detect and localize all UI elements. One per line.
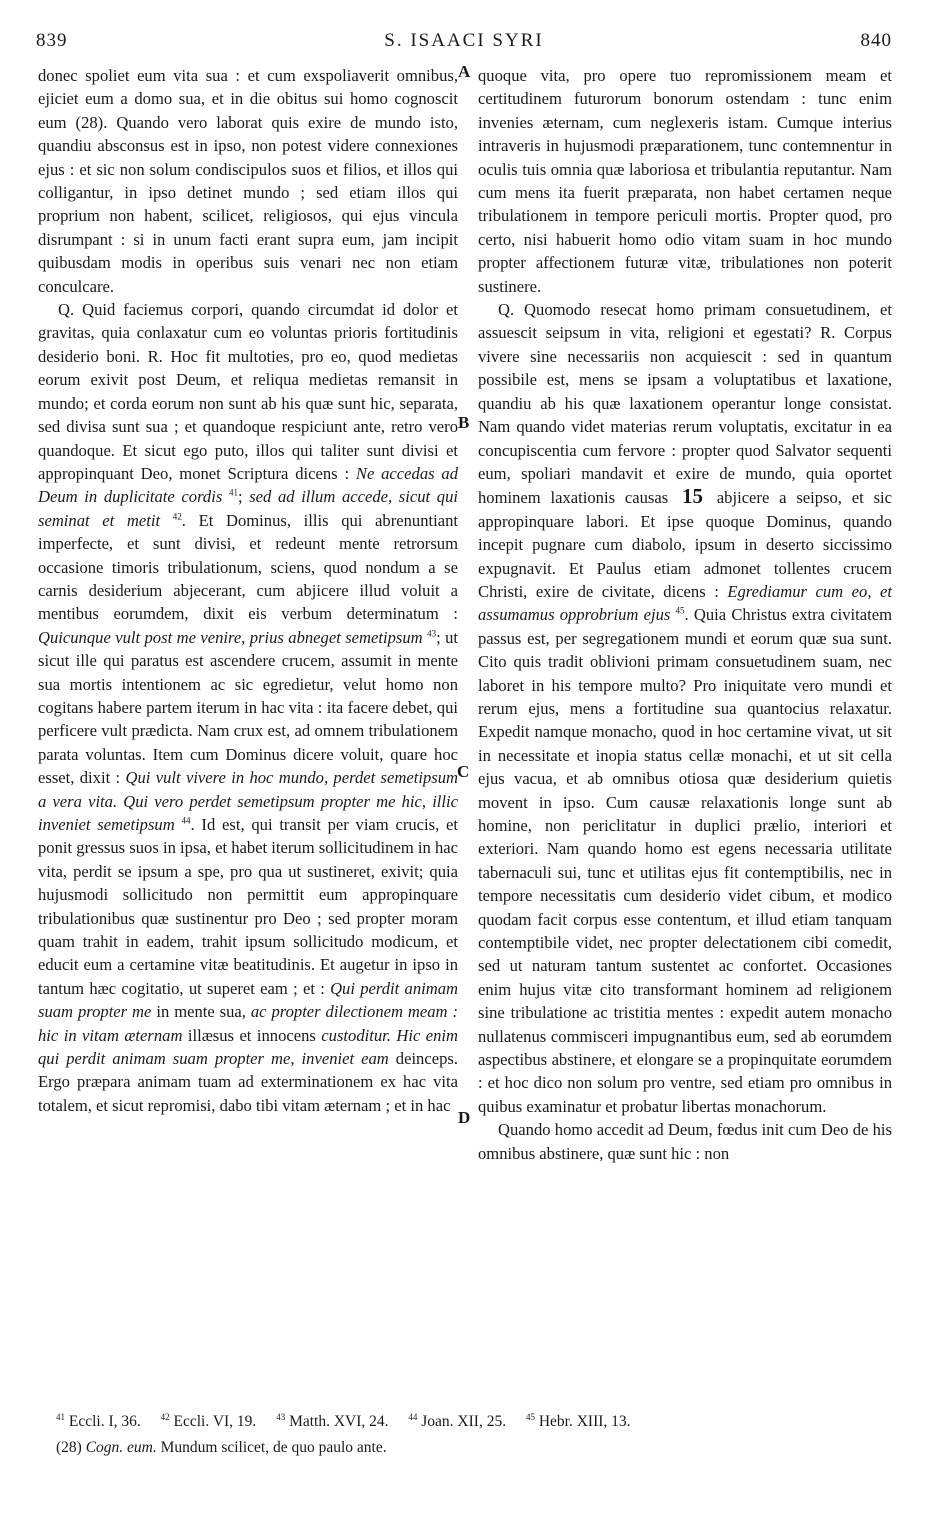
left-column bbox=[38, 64, 458, 1117]
footnote-ref-41: 41 bbox=[228, 487, 238, 498]
text-run: Q. Quid faciemus corpori, quando circumdat id dolor et gravitas, quia conlaxatur cum eo voluntas prioris fortitudinis desiderio boni. R. Hoc fit multoties, pro eo, quod medietas eorum exivit post Deum, et reliqua medietas remansit in mundo; et corda eorum non sunt ab his quæ sunt hic, separata, sed divisa sunt sua ; et quandoque respiciunt ante, retro vero quandoque. Et sicut ego puto, illos qui taliter sunt divisi et appropinquant Deo, monet Scriptura dicens : bbox=[38, 300, 458, 483]
scripture-quote: Egrediamur cum eo, et assumamus opprobrium ejus bbox=[478, 581, 892, 625]
footnote-42: $^{42}$ Eccli. VI, 19. bbox=[160, 1411, 257, 1430]
scripture-quote: Qui perdit animam suam propter me bbox=[38, 978, 458, 1022]
text-run: . Id est, qui transit per viam crucis, et ponit gressus suos in ipsa, et habet iterum sollicitudinem in hac vita, perdit se ipsum a spe, pro qua ut sustineret, exivit; quia hujusmodi sollicitudo non permittit eum appropinquare tribulationibus quæ sustinentur pro Deo ; sed propter moram quam trahit in eadem, trahit ipsum sollicitudo modicum, et educit eum a certamine vitæ beatitudinis. Et augetur in ipso in tantum hæc cogitatio, ut superet eam ; et : bbox=[38, 815, 458, 998]
footnotes bbox=[56, 1410, 892, 1462]
column-number: 15 bbox=[681, 484, 703, 509]
text-run: . Et Dominus, illis qui abrenuntiant imperfecte, et sunt divisi, et redeunt mente retrorsum occasione timoris tribulationum, sciens, quod nondum a se carnis desiderium abjecerant, cum abjicere illud voluit a mentibus eorumdem, dixit eis verbum determinatum : bbox=[38, 510, 458, 624]
left-page-number: 839 bbox=[36, 30, 68, 51]
text-run: . Quia Christus extra civitatem passus est, per segregationem mundi et eorum quæ sua sunt. Cito quis tradit oblivioni primam consuetudinem suam, nec laboret in his tempore multo? Pro iniquitate vero mundi et rerum ejus, mens a fortitudine sua quantocius relaxatur. Expedit namque monacho, quod in hoc certamine vivat, ut sit in necessitate et inopia status cellæ monachi, et ut sit cella ejus vacua, et ab omnibus otiosa quæ desiderium quietis movent in ipso. Cum causæ relaxationis longe sunt ab homine, non periclitatur in duplici prælio, interiori et exteriori. Nam quando homo est egens necessaria utilitate tabernaculi sui, tunc et utilitas ejus fit contemptibilis, nec in tempore necessitatis cum desiderio videt cibum, et modico quodam facit corpus esse contentum, et illud etiam tanquam contemptibile videt, nec propter delectationem cibi comedit, sed ut naturam tantum sustentet ac confortet. Occasiones enim hujus vitæ cito transformant hominem ad religionem sine tribulatione ac tristitia mentes : expedit autem monacho nullatenus commisceri impugnantibus eum, sed ab eorumdem aspectibus abstinere, et elongare se a propinquitate eorumdem : et hoc dico non solum pro ventre, sed etiam pro omnibus in quibus examinatur et probatur libertas monachorum. bbox=[478, 605, 892, 1116]
scripture-quote: Quicunque vult post me venire, prius abneget semetipsum bbox=[38, 627, 423, 647]
right-page-number: 840 bbox=[860, 30, 892, 51]
margin-letter-d: D bbox=[458, 1108, 471, 1127]
footnote-45: $^{45}$ Hebr. XIII, 13. bbox=[525, 1411, 631, 1430]
margin-letter-a: A bbox=[458, 62, 471, 81]
text-run: illæsus et innocens bbox=[182, 1025, 322, 1045]
footnote-ref-43: 43 bbox=[427, 628, 437, 639]
editorial-note bbox=[56, 1436, 892, 1460]
scripture-quote: custoditur. Hic enim qui perdit animam suam propter me, inveniet eam bbox=[38, 1025, 458, 1069]
footnote-41: $^{41}$ Eccli. I, 36. bbox=[56, 1411, 141, 1430]
margin-letter-c: C bbox=[457, 762, 470, 781]
footnote-43: $^{43}$ Matth. XVI, 24. bbox=[276, 1411, 389, 1430]
running-header bbox=[36, 30, 892, 58]
margin-letter-b: B bbox=[458, 413, 470, 432]
scripture-quote: Qui vult vivere in hoc mundo, perdet semetipsum a vera vita. Qui vero perdet semetipsum propter me hic, illic inveniet semetipsum bbox=[38, 768, 458, 834]
running-title: S. ISAACI SYRI bbox=[384, 30, 544, 51]
right-paragraph-3: Quando homo accedit ad Deum, fœdus init cum Deo de his omnibus abstinere, quæ sunt hic : non bbox=[478, 1120, 892, 1163]
footnote-ref-42: 42 bbox=[172, 511, 182, 522]
note-lemma: Cogn. eum. bbox=[85, 1439, 157, 1456]
text-run: ; bbox=[237, 487, 250, 507]
footnote-44: $^{44}$ Joan. XII, 25. bbox=[408, 1411, 507, 1430]
left-paragraph-1: donec spoliet eum vita sua : et cum exspoliaverit omnibus, ejiciet eum a domo sua, et in die obitus sui homo cognoscit eum (28). Quando vero laborat quis exire de mundo isto, quandiu absconsus est in ipso, non potest videre connexiones ejus : et sic non solum condiscipulos suos et filios, et illos qui colligantur, in ipso detinet mundo ; sed etiam illos qui proprium non habent, scilicet, religiosos, qui ejus vincula disrumpant : si in unum facti erant supra eum, jam incipit quibusdam modis in operibus suis venari nec non etiam conculcare. bbox=[38, 66, 458, 296]
left-paragraph-2 bbox=[38, 298, 458, 1117]
scripture-references bbox=[56, 1410, 892, 1434]
note-text: Mundum scilicet, de quo paulo ante. bbox=[156, 1439, 387, 1456]
right-paragraph-1: quoque vita, pro opere tuo repromissionem meam et certitudinem futurorum bonorum ostendam : tunc enim invenies æternam, cum neglexeris istam. Cumque interius intraveris in hujusmodi præparationem, tunc contemnentur in oculis tuis omnia quæ laboriosa et tribulantia reputantur. Nam cum mens ita fuerit præparata, non habet certamen neque tribulationem in tempore periculi mortis. Propter quod, pro certo, nisi habuerit homo odio vitam suam in hoc mundo propter affectionem futuræ vitæ, tribulationes non poterit sustinere. bbox=[478, 66, 892, 296]
text-run: deinceps. Ergo præpara animam tuam ad exterminationem ex hac vita totalem, et sicut repromisi, dabo tibi vitam æternam ; et in hac bbox=[38, 1049, 458, 1115]
right-paragraph-2 bbox=[478, 298, 892, 1118]
scripture-quote: sed ad illum accede, sicut qui seminat et metit bbox=[38, 487, 458, 530]
footnote-ref-45: 45 bbox=[675, 605, 685, 616]
scripture-quote: ac propter dilectionem meam : hic in vitam æternam bbox=[38, 1002, 458, 1045]
text-run: ; ut sicut ille qui paratus est ascendere crucem, assumit in mente sua mortis intentionem ac sic egredietur, velut homo non cogitans habere partem iterum in hac vita : ita facere debet, qui perficere vult prædicta. Nam crux est, ad omnem tribulationem parata voluntas. Item cum Dominus dicere voluit, quare hoc esset, dixit : bbox=[38, 627, 459, 788]
text-run: abjicere a seipso, et sic appropinquare labori. Et ipse quoque Dominus, quando incepit pugnare cum diabolo, ipsum in deserto siccissimo expugnavit. Et Paulus etiam admonet tollentes crucem Christi, exire de civitate, dicens : bbox=[478, 488, 893, 601]
note-number: (28) bbox=[56, 1439, 82, 1456]
right-column bbox=[478, 64, 892, 1165]
footnote-ref-44: 44 bbox=[181, 815, 191, 826]
text-run: in mente sua, bbox=[151, 1002, 251, 1022]
scripture-quote: Ne accedas ad Deum in duplicitate cordis bbox=[38, 463, 458, 507]
text-run: Q. Quomodo resecat homo primam consuetudinem, et assuescit seipsum in vita, religioni et egestati? R. Corpus vivere sine necessariis non acquiescit : sed in quantum possibile est, mens se ipsam a voluptatibus et laxatione, quandiu ab his quæ laxationem operantur longe consistat. Nam quando videt materias rerum voluptatis, excitatur in ea concupiscentia cum fervore : propter quod Salvator sequenti eum, spoliari mandavit et exire de mundo, quia oportet hominem laxationis causas bbox=[478, 300, 892, 508]
